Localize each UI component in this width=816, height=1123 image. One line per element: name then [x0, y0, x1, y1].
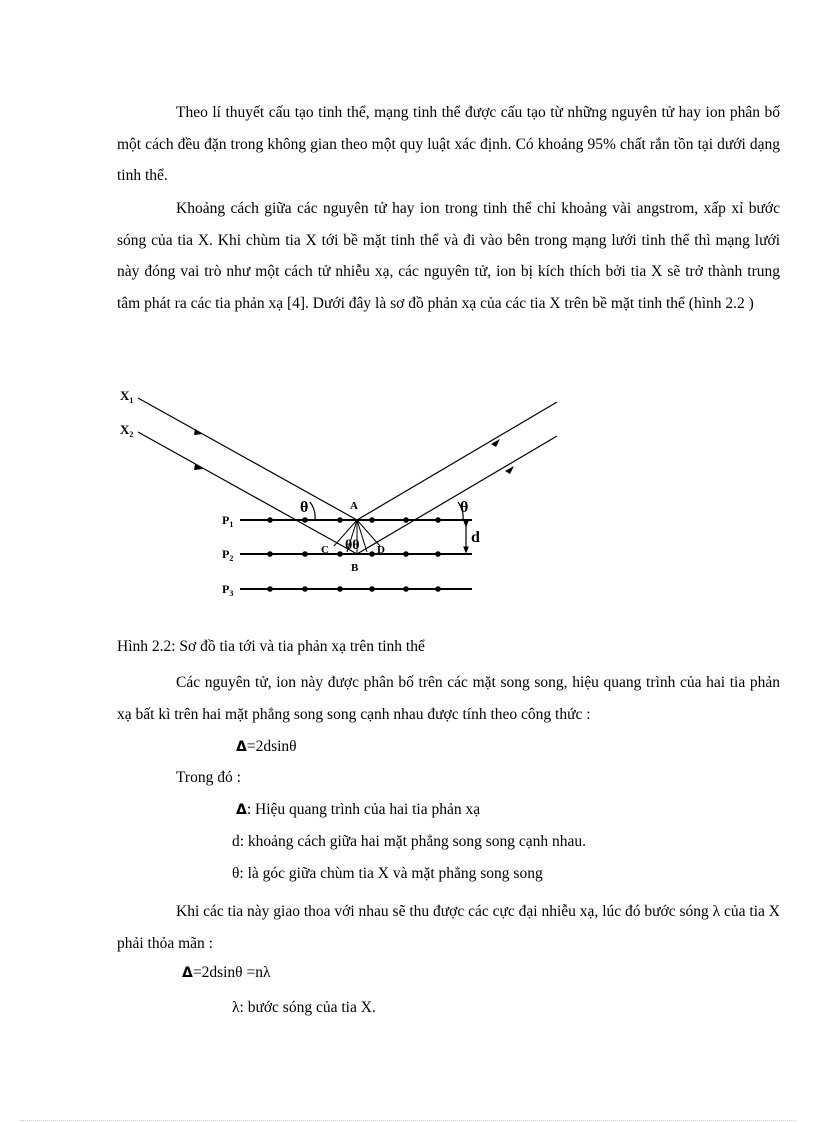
delta-symbol: Δ	[182, 965, 193, 981]
reflected-ray-2	[357, 436, 557, 554]
arrow-incident-1	[194, 429, 203, 435]
label-theta-center: θθ	[345, 538, 360, 553]
xray-reflection-diagram	[110, 382, 570, 602]
paragraph-crystal-theory: Theo lí thuyết cấu tạo tinh thể, mạng tinh thể được cấu tạo từ những nguyên tử hay ion phân bố một cách đều đặn trong không gian theo một quy luật xác định. Có khoảng 95% chất rắn tồn tại dưới dạng tinh thể.	[117, 104, 780, 184]
reflected-ray-1	[357, 402, 557, 520]
definition-lambda: λ: bước sóng của tia X.	[232, 999, 376, 1016]
label-p1: $P_1$	[222, 513, 234, 529]
label-p2: $P_2$	[222, 547, 234, 563]
label-p3: $P_3$	[222, 582, 234, 598]
formula-path-difference: Δ=2dsinθ	[236, 738, 297, 755]
label-point-b: B	[351, 562, 359, 574]
figure-caption: Hình 2.2: Sơ đồ tia tới và tia phản xạ trên tinh thể	[117, 638, 425, 655]
label-theta-right: θ	[460, 499, 469, 516]
paragraph-interference: Khi các tia này giao thoa với nhau sẽ thu được các cực đại nhiễu xạ, lúc đó bước sóng λ của tia X phải thỏa mãn :	[117, 903, 780, 952]
label-x1: $X_1$	[120, 388, 134, 405]
label-x2: $X_2$	[120, 422, 134, 439]
definition-delta: Δ: Hiệu quang trình của hai tia phản xạ	[236, 801, 481, 818]
paragraph-xray-diffraction: Khoảng cách giữa các nguyên tử hay ion trong tinh thể chỉ khoảng vài angstrom, xấp xỉ bước sóng của tia X. Khi chùm tia X tới bề mặt tinh thể và đi vào bên trong mạng lưới tinh thể thì mạng lưới này đóng vai trò như một cách tử nhiễu xạ, các nguyên tử, ion bị kích thích bởi tia X sẽ trở thành trung tâm phát ra các tia phản xạ [4]. Dưới đây là sơ đồ phản xạ của các tia X trên bề mặt tinh thể (hình 2.2 )	[117, 200, 780, 312]
label-point-a: A	[350, 500, 358, 512]
angle-arc-left	[310, 502, 315, 520]
paragraph-parallel-planes: Các nguyên tử, ion này được phân bố trên các mặt song song, hiệu quang trình của hai tia phản xạ bất kì trên hai mặt phẳng song song cạnh nhau được tính theo công thức :	[117, 674, 780, 723]
page-bottom-rule	[20, 1120, 796, 1121]
label-point-d: D	[377, 544, 385, 556]
definition-theta: θ: là góc giữa chùm tia X và mặt phẳng song song	[232, 865, 543, 882]
where-label: Trong đó :	[176, 769, 241, 786]
incident-ray-2	[138, 432, 357, 554]
incident-ray-1	[138, 398, 357, 520]
arrow-reflected-2	[505, 466, 514, 474]
formula-bragg-law: Δ=2dsinθ =nλ	[182, 964, 271, 981]
delta-symbol: Δ	[236, 802, 247, 818]
definition-d: d: khoảng cách giữa hai mặt phẳng song song cạnh nhau.	[232, 833, 587, 850]
delta-symbol: Δ	[236, 739, 247, 755]
label-spacing-d: d	[471, 529, 480, 546]
label-theta-left: θ	[300, 499, 309, 516]
label-point-c: C	[321, 544, 329, 556]
